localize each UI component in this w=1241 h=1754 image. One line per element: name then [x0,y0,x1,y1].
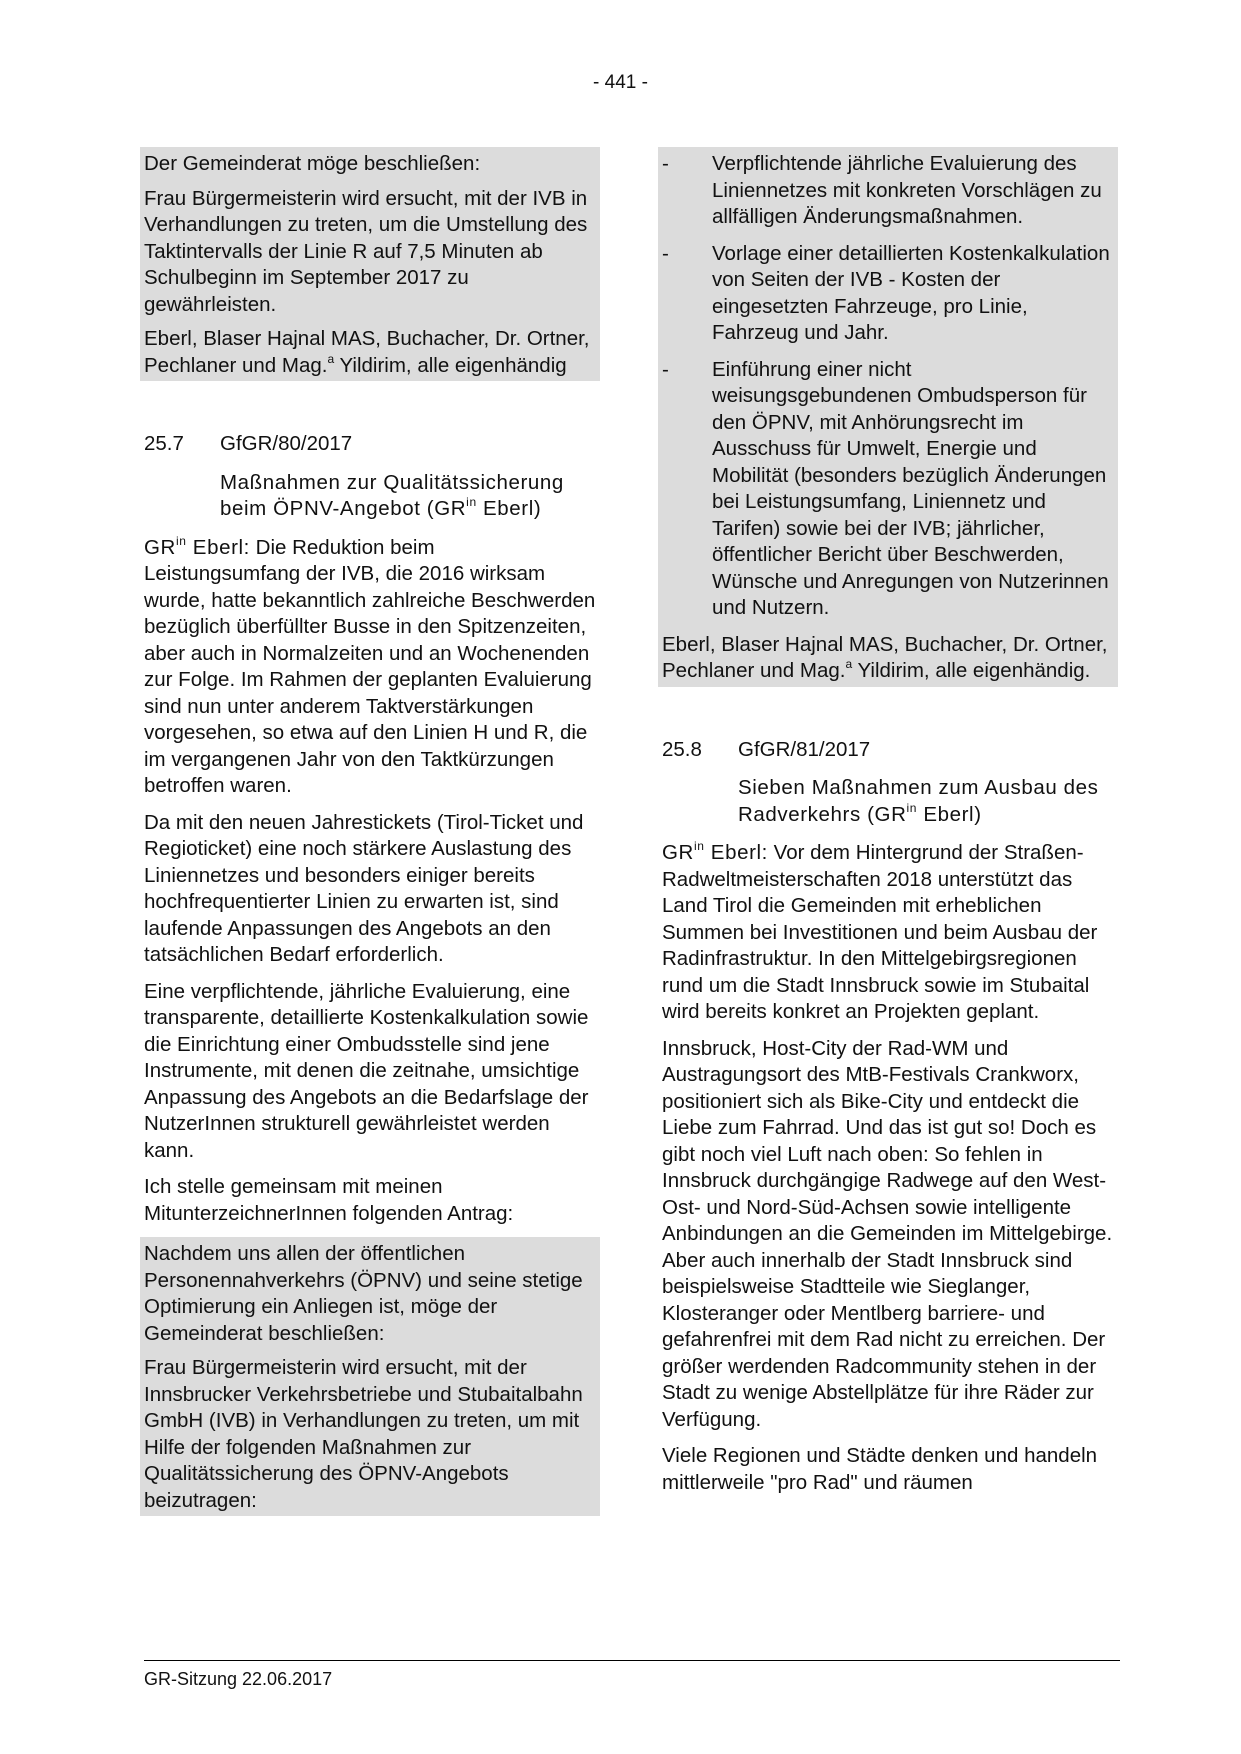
paragraph-text: Die Reduktion beim Leistungsumfang der IVB, die 2016 wirksam wurde, hatte bekanntlich zahlreiche Beschwerden bezüglich überfüllter Busse in den Spitzenzeiten, aber auch in Normalzeiten und an Wochenenden zur Folge. Im Rahmen der geplanten Evaluierung sind nun unter anderem Taktverstärkungen vorgesehen, so etwa auf den Linien H und R, die im vergangenen Jahr von den Taktkürzungen betroffen waren. [144,535,596,797]
speaker-label [144,533,250,559]
section-subject [738,775,1114,828]
body-paragraph: Innsbruck, Host-City der Rad-WM und Austragungsort des MtB-Festivals Crankworx, positioniert sich als Bike-City und entdeckt die Liebe zum Fahrrad. Und das ist gut so! Doch es gibt noch viel Luft nach oben: So fehlen in Innsbruck durchgängige Radwege auf den West-Ost- und Nord-Süd-Achsen sowie intelligente Anbindungen an die Gemeinden im Mittelgebirge. Aber auch innerhalb der Stadt Innsbruck sind beispielsweise Stadtteile wie Sieglanger, Klosteranger oder Mentlberg barriere- und gefahrenfrei mit dem Rad nicht zu erreichen. Der größer werdenden Radcommunity stehen in der Stadt zu wenige Abstellplätze für ihre Räder zur Verfügung. [662,1036,1113,1431]
section-code: GfGR/81/2017 [738,737,871,761]
signatories [662,632,1114,685]
list-item [662,241,1114,347]
left-column [144,147,596,1526]
box-paragraph: Der Gemeinderat möge beschließen: [144,152,481,175]
superscript: in [906,800,918,815]
body-paragraph: Ich stelle gemeinsam mit meinen MitunterzeichnerInnen folgenden Antrag: [144,1175,514,1225]
motion-box [658,147,1118,687]
subject-text: Sieben Maßnahmen zum Ausbau des Radverkehrs (GR [738,776,1099,826]
signatories-text: Eberl, Blaser Hajnal MAS, Buchacher, Dr. Ortner, Pechlaner und Mag. [662,632,1108,682]
list-dash: - [662,152,669,175]
list-item-text: Vorlage einer detaillierten Kostenkalkulation von Seiten der IVB - Kosten der eingesetzten Fahrzeuge, pro Linie, Fahrzeug und Jahr. [712,241,1110,344]
signatories-text: Yildirim, alle eigenhändig. [852,659,1091,682]
motion-box [140,1237,600,1516]
subject-text: Maßnahmen zur Qualitätssicherung beim ÖPNV-Angebot (GR [220,470,564,520]
superscript: in [693,839,705,853]
section-number: 25.7 [144,432,184,455]
speaker-text: Eberl: [186,535,250,559]
section-heading [662,737,1114,764]
list-dash: - [662,241,669,265]
section-subject [220,470,596,523]
list-dash: - [662,357,669,381]
signatories-text: Yildirim, alle eigenhändig [334,353,567,377]
body-paragraph [144,535,596,800]
list-item [662,357,1114,622]
superscript: in [466,495,477,509]
signatories-text: Eberl, Blaser Hajnal MAS, Buchacher, Dr. Ortner, Pechlaner und Mag. [144,327,590,377]
section-heading [144,431,596,458]
body-paragraph: Eine verpflichtende, jährliche Evaluierung, eine transparente, detaillierte Kostenkalkulation sowie die Einrichtung einer Ombudsstelle sind jene Instrumente, mit denen die zeitnahe, umsichtige Anpassung des Angebots an die Bedarfslage der NutzerInnen strukturell gewährleistet werden kann. [144,979,589,1162]
superscript: a [327,351,335,366]
speaker-label [662,841,768,864]
box-paragraph: Frau Bürgermeisterin wird ersucht, mit der Innsbrucker Verkehrsbetriebe und Stubaitalbahn GmbH (IVB) in Verhandlungen zu treten, um mit Hilfe der folgenden Maßnahmen zur Qualitätssicherung des ÖPNV-Angebots beizutragen: [144,1356,583,1512]
superscript: a [845,657,853,671]
page-footer: GR-Sitzung 22.06.2017 [144,1660,1120,1690]
body-paragraph [662,840,1114,1026]
paragraph-text: Vor dem Hintergrund der Straßen-Radweltmeisterschaften 2018 unterstützt das Land Tirol die Gemeinden mit erheblichen Summen bei Investitionen und beim Ausbau der Radinfrastruktur. In den Mittelgebirgsregionen rund um die Stadt Innsbruck sowie im Stubaital wird bereits konkret an Projekten geplant. [662,841,1098,1023]
subject-text: Eberl) [917,802,982,826]
superscript: in [175,533,187,548]
page-number: - 441 - [593,72,648,93]
section-code: GfGR/80/2017 [220,432,353,455]
box-paragraph: Frau Bürgermeisterin wird ersucht, mit der IVB in Verhandlungen zu treten, um die Umstellung des Taktintervalls der Linie R auf 7,5 Minuten ab Schulbeginn im September 2017 zu gewährleisten. [144,186,588,316]
speaker-text: GR [662,841,694,864]
speaker-text: GR [144,535,176,559]
list-item-text: Einführung einer nicht weisungsgebundenen Ombudsperson für den ÖPNV, mit Anhörungsrecht im Ausschuss für Umwelt, Energie und Mobilität (besonders bezüglich Änderungen bei Leistungsumfang, Liniennetz und Tarifen) sowie bei der IVB; jährlicher, öffentlicher Bericht über Beschwerden, Wünsche und Anregungen von Nutzerinnen und Nutzern. [712,357,1109,619]
subject-text: Eberl) [476,497,542,520]
box-paragraph: Nachdem uns allen der öffentlichen Personennahverkehrs (ÖPNV) und seine stetige Optimierung ein Anliegen ist, möge der Gemeinderat beschließen: [144,1242,583,1345]
list-item [662,151,1114,231]
list-item-text: Verpflichtende jährliche Evaluierung des Liniennetzes mit konkreten Vorschlägen zu allfälligen Änderungsmaßnahmen. [712,152,1102,228]
right-column [662,147,1114,1506]
body-paragraph: Da mit den neuen Jahrestickets (Tirol-Ticket und Regioticket) eine noch stärkere Auslastung des Liniennetzes und besonders einiger bereits hochfrequentierter Linien zu erwarten ist, sind laufende Anpassungen des Angebots an den tatsächlichen Bedarf erforderlich. [144,810,584,966]
body-paragraph: Viele Regionen und Städte denken und handeln mittlerweile "pro Rad" und räumen [662,1444,1098,1494]
signatories [144,326,596,379]
speaker-text: Eberl: [704,841,768,864]
section-number: 25.8 [662,737,702,761]
motion-box [140,147,600,381]
